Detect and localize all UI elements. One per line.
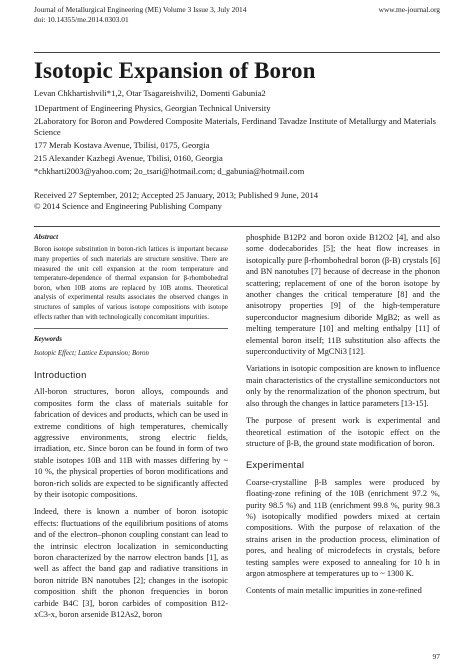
address-1: 177 Merab Kostava Avenue, Tbilisi, 0175, Georgia [34, 140, 210, 150]
received-accepted-line: Received 27 September, 2012; Accepted 25 January, 2013; Published 9 June, 2014 [34, 190, 319, 200]
doi-line: doi: 10.14355/me.2014.0303.01 [34, 14, 129, 24]
journal-url[interactable]: www.me-journal.org [378, 5, 440, 14]
journal-line: Journal of Metallurgical Engineering (ME) Volume 3 Issue 3, July 2014 [34, 5, 247, 14]
abstract-body: Boron isotope substitution in boron-rich lattices is important because many properties of such materials are structure sensitive. There are measured the unit cell expansion at the room temperature and temperature-dependence of thermal expansion for β-rhombohedral boron, when 10B atoms are replaced by 10B atoms. Theoretical analysis of experimental results associates the observed changes in structures of samples of various isotope compositions with isotope effects rather than with technologically concomitant impurities. [34, 246, 228, 321]
right-column [246, 232, 440, 603]
affiliation-2: 2Laboratory for Boron and Powdered Composite Materials, Ferdinand Tavadze Institute of Metallurgy and Materials Science [34, 116, 436, 138]
copyright-line: © 2014 Science and Engineering Publishing Company [34, 201, 222, 212]
intro-continuation: phosphide B12P2 and boron oxide B12O2 [4], and also some dodecaborides [5]; the heat flow increases in isotopically pure β-rhombohedral boron (β-B) crystals [6] and BN nanotubes [7] because of decrease in the phonon scattering; replacement of one of the boron isotope by another changes the critical temperature [8] and the anisotropy properties [9] of the high-temperature superconductor magnesium diboride MgB2; as well as melting temperature [10] and melting enthalpy [11] of elemental boron itself; 11B substitution also affects the superconductivity of MgCNi3 [12]. [246, 233, 440, 357]
paper-title: Isotopic Expansion of Boron [34, 58, 316, 83]
experimental-paragraph-1: Coarse-crystalline β-B samples were produced by floating-zone refining of the 10B (enrichment 97.2 %, purity 98.5 %) and 11B (enrichment 99.8 %, purity 98.3 %) isotopically modified powders mixed at certain compositions. With the purpose of relaxation of the strains arisen in the production process, elimination of pores, and healing of microdefects in crystals, before testing samples were exposed to annealing for 10 h in argon atmosphere at temperatures up to ~ 1300 K. [246, 477, 440, 578]
address-2: 215 Alexander Kazbegi Avenue, Tbilisi, 0160, Georgia [34, 153, 223, 163]
intro-paragraph-1: All-boron structures, boron alloys, compounds and composites form the class of materials suitable for fabrication of devices and products, which can be used in extreme conditions of high temperatures, chemically aggressive environments, strong electric fields, irradiation, etc. Since boron can be found in form of two stable isotopes 10B and 11B with masses differing by ~ 10 %, the physical properties of boron modifications and boron-rich solids are expected to be significantly affected by their isotopic compositions. [34, 387, 228, 500]
affiliation-1: 1Department of Engineering Physics, Georgian Technical University [34, 103, 271, 113]
publication-dates [34, 190, 318, 212]
author-list: Levan Chkhartishvili*1,2, Otar Tsagareishvili2, Domenti Gabunia2 [34, 88, 266, 98]
experimental-heading: Experimental [246, 459, 305, 471]
intro-paragraph-4: The purpose of present work is experimental and theoretical estimation of the isotopic effect on the structure of β-B, the ground state modification of boron. [246, 416, 440, 448]
left-column [34, 232, 228, 627]
contact-emails[interactable]: *chkharti2003@yahoo.com; 2o_tsari@hotmail.com; d_gabunia@hotmail.com [34, 166, 305, 176]
keywords-body: Isotopic Effect; Lattice Expansion; Boron [34, 349, 149, 357]
running-header [34, 5, 440, 24]
keywords-heading: Keywords [34, 335, 62, 344]
experimental-paragraph-2: Contents of main metallic impurities in zone-refined [246, 586, 422, 596]
introduction-heading: Introduction [34, 368, 87, 380]
header-divider [34, 52, 440, 53]
section-divider [34, 226, 440, 227]
abstract-heading: Abstract [34, 233, 59, 241]
intro-paragraph-2: Indeed, there is known a number of boron isotopic effects: fluctuations of the equilibrium positions of atoms and of the electron–phonon coupling constant can lead to the intrinsic electron localization in semiconducting boron characterized by the narrow electron bands [1], as well as affect the band gap and radiative transitions in boron nitride BN nanotubes [2]; changes in the isotopic composition shift the phonon frequencies in boron carbide B4C [3], boron carbides of composition B12-xC3-x, boron arsenide B12As2, boron [34, 507, 228, 620]
page-number: 97 [432, 652, 440, 661]
intro-paragraph-3: Variations in isotopic composition are known to influence main characteristics of the crystalline semiconductors not only by the renormalization of the phonon spectrum, but also through the changes in lattice parameters [13-15]. [246, 364, 440, 408]
abstract-divider [34, 328, 228, 329]
